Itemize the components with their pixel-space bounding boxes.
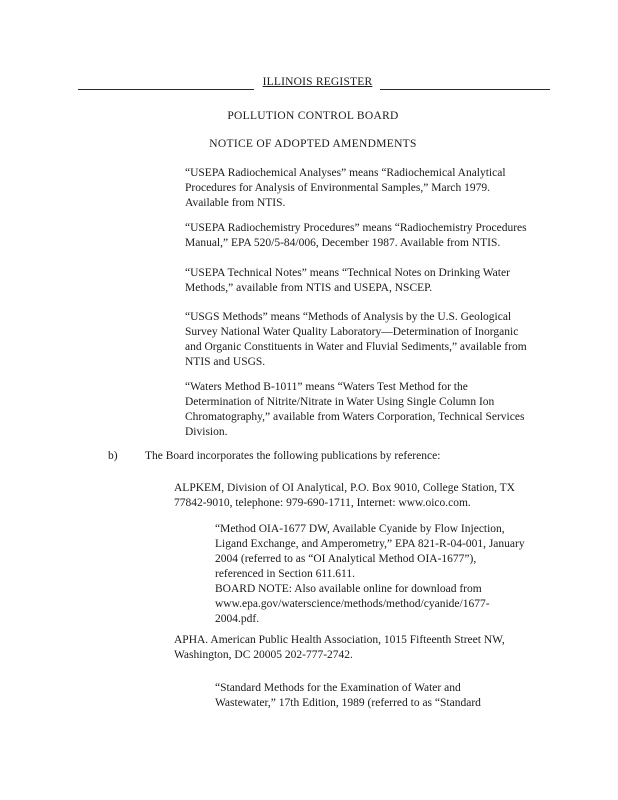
organization-alpkem	[174, 481, 550, 511]
text-line: “USEPA Radiochemistry Procedures” means “Radiochemistry Procedures	[185, 222, 527, 234]
definition-usepa-technical-notes	[185, 266, 555, 296]
text-line: Available from NTIS.	[185, 197, 286, 209]
text-line: and Organic Constituents in Water and Fluvial Sediments,” available from	[185, 341, 527, 353]
text-line: “USEPA Radiochemical Analyses” means “Radiochemical Analytical	[185, 167, 506, 179]
text-line: 77842-9010, telephone: 979-690-1711, Internet: www.oico.com.	[174, 497, 471, 509]
text-line: Division.	[185, 426, 228, 438]
text-line: Chromatography,” available from Waters Corporation, Technical Services	[185, 411, 525, 423]
text-line: Survey National Water Quality Laboratory—Determination of Inorganic	[185, 326, 519, 338]
organization-apha	[174, 633, 550, 663]
text-line: APHA. American Public Health Association, 1015 Fifteenth Street NW,	[174, 634, 505, 646]
definition-usepa-radiochemistry-procedures	[185, 221, 555, 251]
text-line: 2004 (referred to as “OI Analytical Method OIA-1677”),	[215, 553, 477, 565]
text-line: Washington, DC 20005 202-777-2742.	[174, 649, 353, 661]
text-line: “USGS Methods” means “Methods of Analysis by the U.S. Geological	[185, 311, 512, 323]
header-rule-left	[78, 89, 254, 90]
publication-method-oia-1677	[215, 522, 550, 627]
board-title: POLLUTION CONTROL BOARD	[227, 110, 399, 122]
header-rule-right	[380, 89, 550, 90]
text-line: referenced in Section 611.611.	[215, 568, 355, 580]
text-line: Procedures for Analysis of Environmental Samples,” March 1979.	[185, 182, 491, 194]
text-line: “Method OIA-1677 DW, Available Cyanide by Flow Injection,	[215, 523, 505, 535]
text-line: Ligand Exchange, and Amperometry,” EPA 821-R-04-001, January	[215, 538, 525, 550]
definition-waters-method	[185, 380, 555, 440]
text-line: NTIS and USGS.	[185, 356, 266, 368]
text-line: ALPKEM, Division of OI Analytical, P.O. Box 9010, College Station, TX	[174, 482, 515, 494]
subsection-marker: b)	[108, 450, 118, 462]
board-note-line: BOARD NOTE: Also available online for download from	[215, 583, 482, 595]
subsection-text: The Board incorporates the following publications by reference:	[145, 450, 441, 462]
text-line: “Standard Methods for the Examination of Water and	[215, 682, 461, 694]
text-line: Methods,” available from NTIS and USEPA, NSCEP.	[185, 282, 433, 294]
text-line: “Waters Method B-1011” means “Waters Test Method for the	[185, 381, 468, 393]
definition-usepa-radiochemical-analyses	[185, 166, 555, 211]
definition-usgs-methods	[185, 310, 555, 370]
text-line: 2004.pdf.	[215, 613, 260, 625]
notice-title: NOTICE OF ADOPTED AMENDMENTS	[209, 138, 417, 150]
text-line: www.epa.gov/waterscience/methods/method/cyanide/1677-	[215, 598, 490, 610]
text-line: “USEPA Technical Notes” means “Technical Notes on Drinking Water	[185, 267, 510, 279]
register-title: ILLINOIS REGISTER	[262, 76, 373, 88]
text-line: Determination of Nitrite/Nitrate in Water Using Single Column Ion	[185, 396, 495, 408]
text-line: Wastewater,” 17th Edition, 1989 (referred to as “Standard	[215, 697, 481, 709]
publication-standard-methods	[215, 681, 550, 711]
text-line: Manual,” EPA 520/5-84/006, December 1987. Available from NTIS.	[185, 237, 501, 249]
